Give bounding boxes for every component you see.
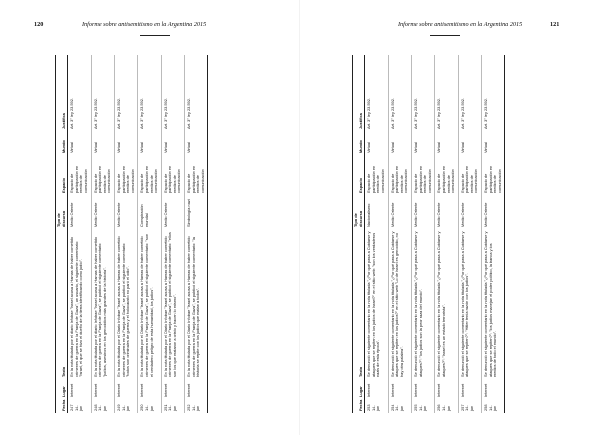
table-row [458,55,481,413]
left-header-rule [140,35,170,36]
cell-fecha [114,399,137,413]
col-header-mundo: Mundo [353,131,365,155]
cell-mundo: Virtual [161,131,184,155]
cell-mundo: Virtual [458,131,481,155]
col-header-tipo: Tipo de discurso [353,195,365,229]
cell-lugar: Internet [435,379,458,399]
table-row [68,55,91,413]
right-running-title: Informe sobre antisemitismo en la Argentina 2015 [398,21,523,28]
cell-fecha [435,399,458,413]
cell-espacio: Espacio de participación en medios de comunicación [114,155,137,195]
row-date: 14-jun [167,405,177,411]
cell-justifica: Art. 3° ley 23.592. [161,55,184,131]
cell-justifica: Art. 3° ley 23.592. [365,55,388,131]
cell-justifica: Art. 3° ley 23.592. [114,55,137,131]
left-table-header-row [56,55,68,413]
col-header-texto: Texto [353,229,365,379]
cell-fecha [365,399,388,413]
cell-mundo: Virtual [138,131,161,155]
cell-lugar: Internet [114,379,137,399]
col-header-mundo: Mundo [56,131,68,155]
cell-fecha [388,399,411,413]
row-date: 14-jun [190,405,201,411]
cell-tipo: Medio Oriente [435,195,458,229]
row-date: 14-jun [440,405,451,411]
cell-fecha [458,399,481,413]
right-header-rule [430,35,460,36]
cell-fecha [482,399,505,413]
cell-lugar: Internet [365,379,388,399]
cell-texto: En la nota titulada por el Diario Infobae "Israel acusa a Hamas de haber cometido crímenes de guerra en la Franja de Gaza", se publicó el siguiente comentario: "todos son criminales de guerra y el holocausto no paró el odio". [114,229,137,379]
cell-justifica: Art. 3° ley 23.592. [411,55,434,131]
row-number: 250 [139,404,145,411]
cell-texto: Se denunció el siguiente comentario en la nota titulada "¿Por qué pasa a Cuidarse y ataques que se repiten en los judíos?" en el sitio web "Lo de Israel es genocidio, no hay otra palabra". [388,229,411,379]
cell-tipo: Medio Oriente [411,195,434,229]
cell-mundo: Virtual [435,131,458,155]
table-row [435,55,458,413]
right-incident-table [352,55,505,413]
cell-justifica: Art. 3° ley 23.592. [68,55,91,131]
col-header-fecha: Fecha [353,399,365,413]
cell-tipo: Medio Oriente [114,195,137,229]
cell-justifica: Art. 3° ley 23.592. [482,55,505,131]
left-running-title: Informe sobre antisemitismo en la Argentina 2015 [82,21,207,28]
left-table-region [55,55,260,413]
cell-tipo: Medio Oriente [68,195,91,229]
row-date: 14-jun [73,405,84,411]
cell-tipo: Medio Oriente [161,195,184,229]
cell-fecha [161,399,184,413]
cell-mundo: Virtual [365,131,388,155]
left-table-body [68,55,208,413]
cell-fecha [411,399,434,413]
cell-justifica: Art. 3° ley 23.592. [458,55,481,131]
cell-espacio: Espacio de participación en medios de comunicación [482,155,505,195]
row-date: 14-jun [487,405,498,411]
col-header-espacio: Espacio [56,155,68,195]
table-row [185,55,208,413]
cell-mundo: Virtual [411,131,434,155]
cell-texto: Se denunció el siguiente comentario en la nota titulada "¿Por qué pasa a Cuidarse y ataques que se repiten en los judíos de Israel?" en el sitio web: "son los verdaderos nazis de esta época". [365,229,388,379]
left-page-header [0,21,300,33]
col-header-justifica: Justifica [56,55,68,131]
cell-espacio: Espacio de participación en medios de comunicación [138,155,161,195]
cell-tipo: Medio Oriente [458,195,481,229]
cell-tipo: Conspiración mundial [138,195,161,229]
col-header-lugar: Lugar [56,379,68,399]
row-number: 257 [459,404,465,411]
cell-lugar: Internet [138,379,161,399]
table-row [411,55,434,413]
cell-espacio: Espacio de participación en medios de comunicación [161,155,184,195]
cell-justifica: Art. 3° ley 23.592. [91,55,114,131]
cell-espacio: Espacio de participación en medios de comunicación [458,155,481,195]
cell-texto: Se denunció el siguiente comentario en la nota titulada "¿Por qué pasa a Cuidarse y ataques?": "los judíos son la peor raza del mundo". [411,229,434,379]
cell-lugar: Internet [458,379,481,399]
cell-fecha [91,399,114,413]
col-header-espacio: Espacio [353,155,365,195]
cell-mundo: Virtual [185,131,208,155]
cell-justifica: Art. 3° ley 23.592. [388,55,411,131]
cell-espacio: Espacio de participación en medios de comunicación [68,155,91,195]
cell-texto: En la nota titulada por el Diario Infobae "Israel acusa a Hamas de haber cometido crímenes de guerra en la Franja de Gaza", se publicó el siguiente comentario: "ellos son los que mataron a cristo y hacen lo mismo". [161,229,184,379]
cell-fecha [68,399,91,413]
col-header-lugar: Lugar [353,379,365,399]
col-header-justifica: Justifica [353,55,365,131]
cell-espacio: Espacio de participación en medios de comunicación [388,155,411,195]
cell-tipo: Medio Oriente [388,195,411,229]
cell-mundo: Virtual [388,131,411,155]
row-date: 14-jun [394,405,404,411]
right-table-body [365,55,505,413]
right-page-number: 121 [550,21,560,28]
right-page [300,0,600,435]
cell-lugar: Internet [68,379,91,399]
table-row [161,55,184,413]
right-page-header [300,21,600,33]
row-date: 14-jun [464,405,474,411]
cell-lugar: Internet [161,379,184,399]
cell-mundo: Virtual [114,131,137,155]
row-number: 254 [389,404,395,411]
table-row [114,55,137,413]
cell-tipo: Medio Oriente [91,195,114,229]
cell-justifica: Art. 3° ley 23.592. [138,55,161,131]
row-number: 252 [186,404,192,411]
row-date: 14-jun [120,405,131,411]
row-number: 256 [436,404,442,411]
row-number: 251 [162,404,168,411]
row-date: 14-jun [370,405,381,411]
cell-mundo: Virtual [68,131,91,155]
cell-espacio: Espacio de participación en medios de comunicación [435,155,458,195]
row-number: 253 [366,404,372,411]
cell-justifica: Art. 3° ley 23.592. [185,55,208,131]
col-header-fecha: Fecha [56,399,68,413]
cell-texto: Se denunció el siguiente comentario en la nota titulada "¿Por qué pasa a Cuidarse y ataques que se repiten?": "Hitler tenía razón con los judíos". [458,229,481,379]
cell-tipo: Nacionalismo [365,195,388,229]
cell-fecha [138,399,161,413]
cell-espacio: Espacio de participación en medios de comunicación [411,155,434,195]
cell-tipo: Simbología nazi [185,195,208,229]
row-number: 249 [115,404,121,411]
cell-tipo: Medio Oriente [482,195,505,229]
row-number: 248 [92,404,98,411]
table-row [138,55,161,413]
row-date: 14-jun [417,405,428,411]
table-row [482,55,505,413]
row-number: 255 [412,404,418,411]
cell-justifica: Art. 3° ley 23.592. [435,55,458,131]
cell-mundo: Virtual [482,131,505,155]
cell-texto: Se denunció el siguiente comentario en la nota titulada "¿Por qué pasa a Cuidarse y ataques que se repiten?": "los judíos manejan el poder político, la banca y los medios de todo el mundo". [482,229,505,379]
cell-texto: En la nota titulada por el diario Infobae "Israel acusa a Hamas de haber cometido crímenes de guerra en la Franja de Gaza", un usuario, el siguiente comentario: "Israel, el que se hizo el dueño de la tierra identificando como judío". [68,229,91,379]
cell-texto: En la nota titulada por el Diario Infobae "Israel acusa a Hamas de haber cometido crímenes de guerra en la Franja de Gaza", se publicó el siguiente comentario: "la historia se repite con los judíos que matan a todos". [185,229,208,379]
cell-lugar: Internet [91,379,114,399]
left-page-number: 120 [34,21,44,28]
row-number: 258 [483,404,489,411]
cell-texto: Se denunció el siguiente comentario en la nota titulada "¿Por qué pasa a Cuidarse y ataques?": "Israel es un estado terrorista". [435,229,458,379]
row-number: 247 [69,404,75,411]
cell-fecha [185,399,208,413]
cell-lugar: Internet [185,379,208,399]
right-table-region [352,55,557,413]
cell-espacio: Espacio de participación en medios de comunicación [365,155,388,195]
col-header-texto: Texto [56,229,68,379]
table-row [365,55,388,413]
row-date: 14-jun [143,405,154,411]
cell-lugar: Internet [482,379,505,399]
cell-texto: En la nota titulada por el Diario Infobae "Israel acusa a Hamas de haber cometido crímenes de guerra en la Franja de Gaza", se publicó el siguiente comentario: "son el verdadero peligro de esta humanidad, los judíos". [138,229,161,379]
col-header-tipo: Tipo de discurso [56,195,68,229]
row-date: 14-jun [97,405,107,411]
left-incident-table [55,55,208,413]
right-table-header-row [353,55,365,413]
cell-texto: En la nota titulada por el diario Infobae "Israel acusa a Hamas de haber cometido crímenes de guerra en la Franja de Gaza", se publicó el siguiente comentario: "judíos, asesinos en los genocidios más grandes de la historia". [91,229,114,379]
table-row [91,55,114,413]
cell-espacio: Espacio de participación en medios de comunicación [185,155,208,195]
cell-lugar: Internet [411,379,434,399]
cell-espacio: Espacio de participación en medios de comunicación [91,155,114,195]
table-row [388,55,411,413]
cell-mundo: Virtual [91,131,114,155]
cell-lugar: Internet [388,379,411,399]
